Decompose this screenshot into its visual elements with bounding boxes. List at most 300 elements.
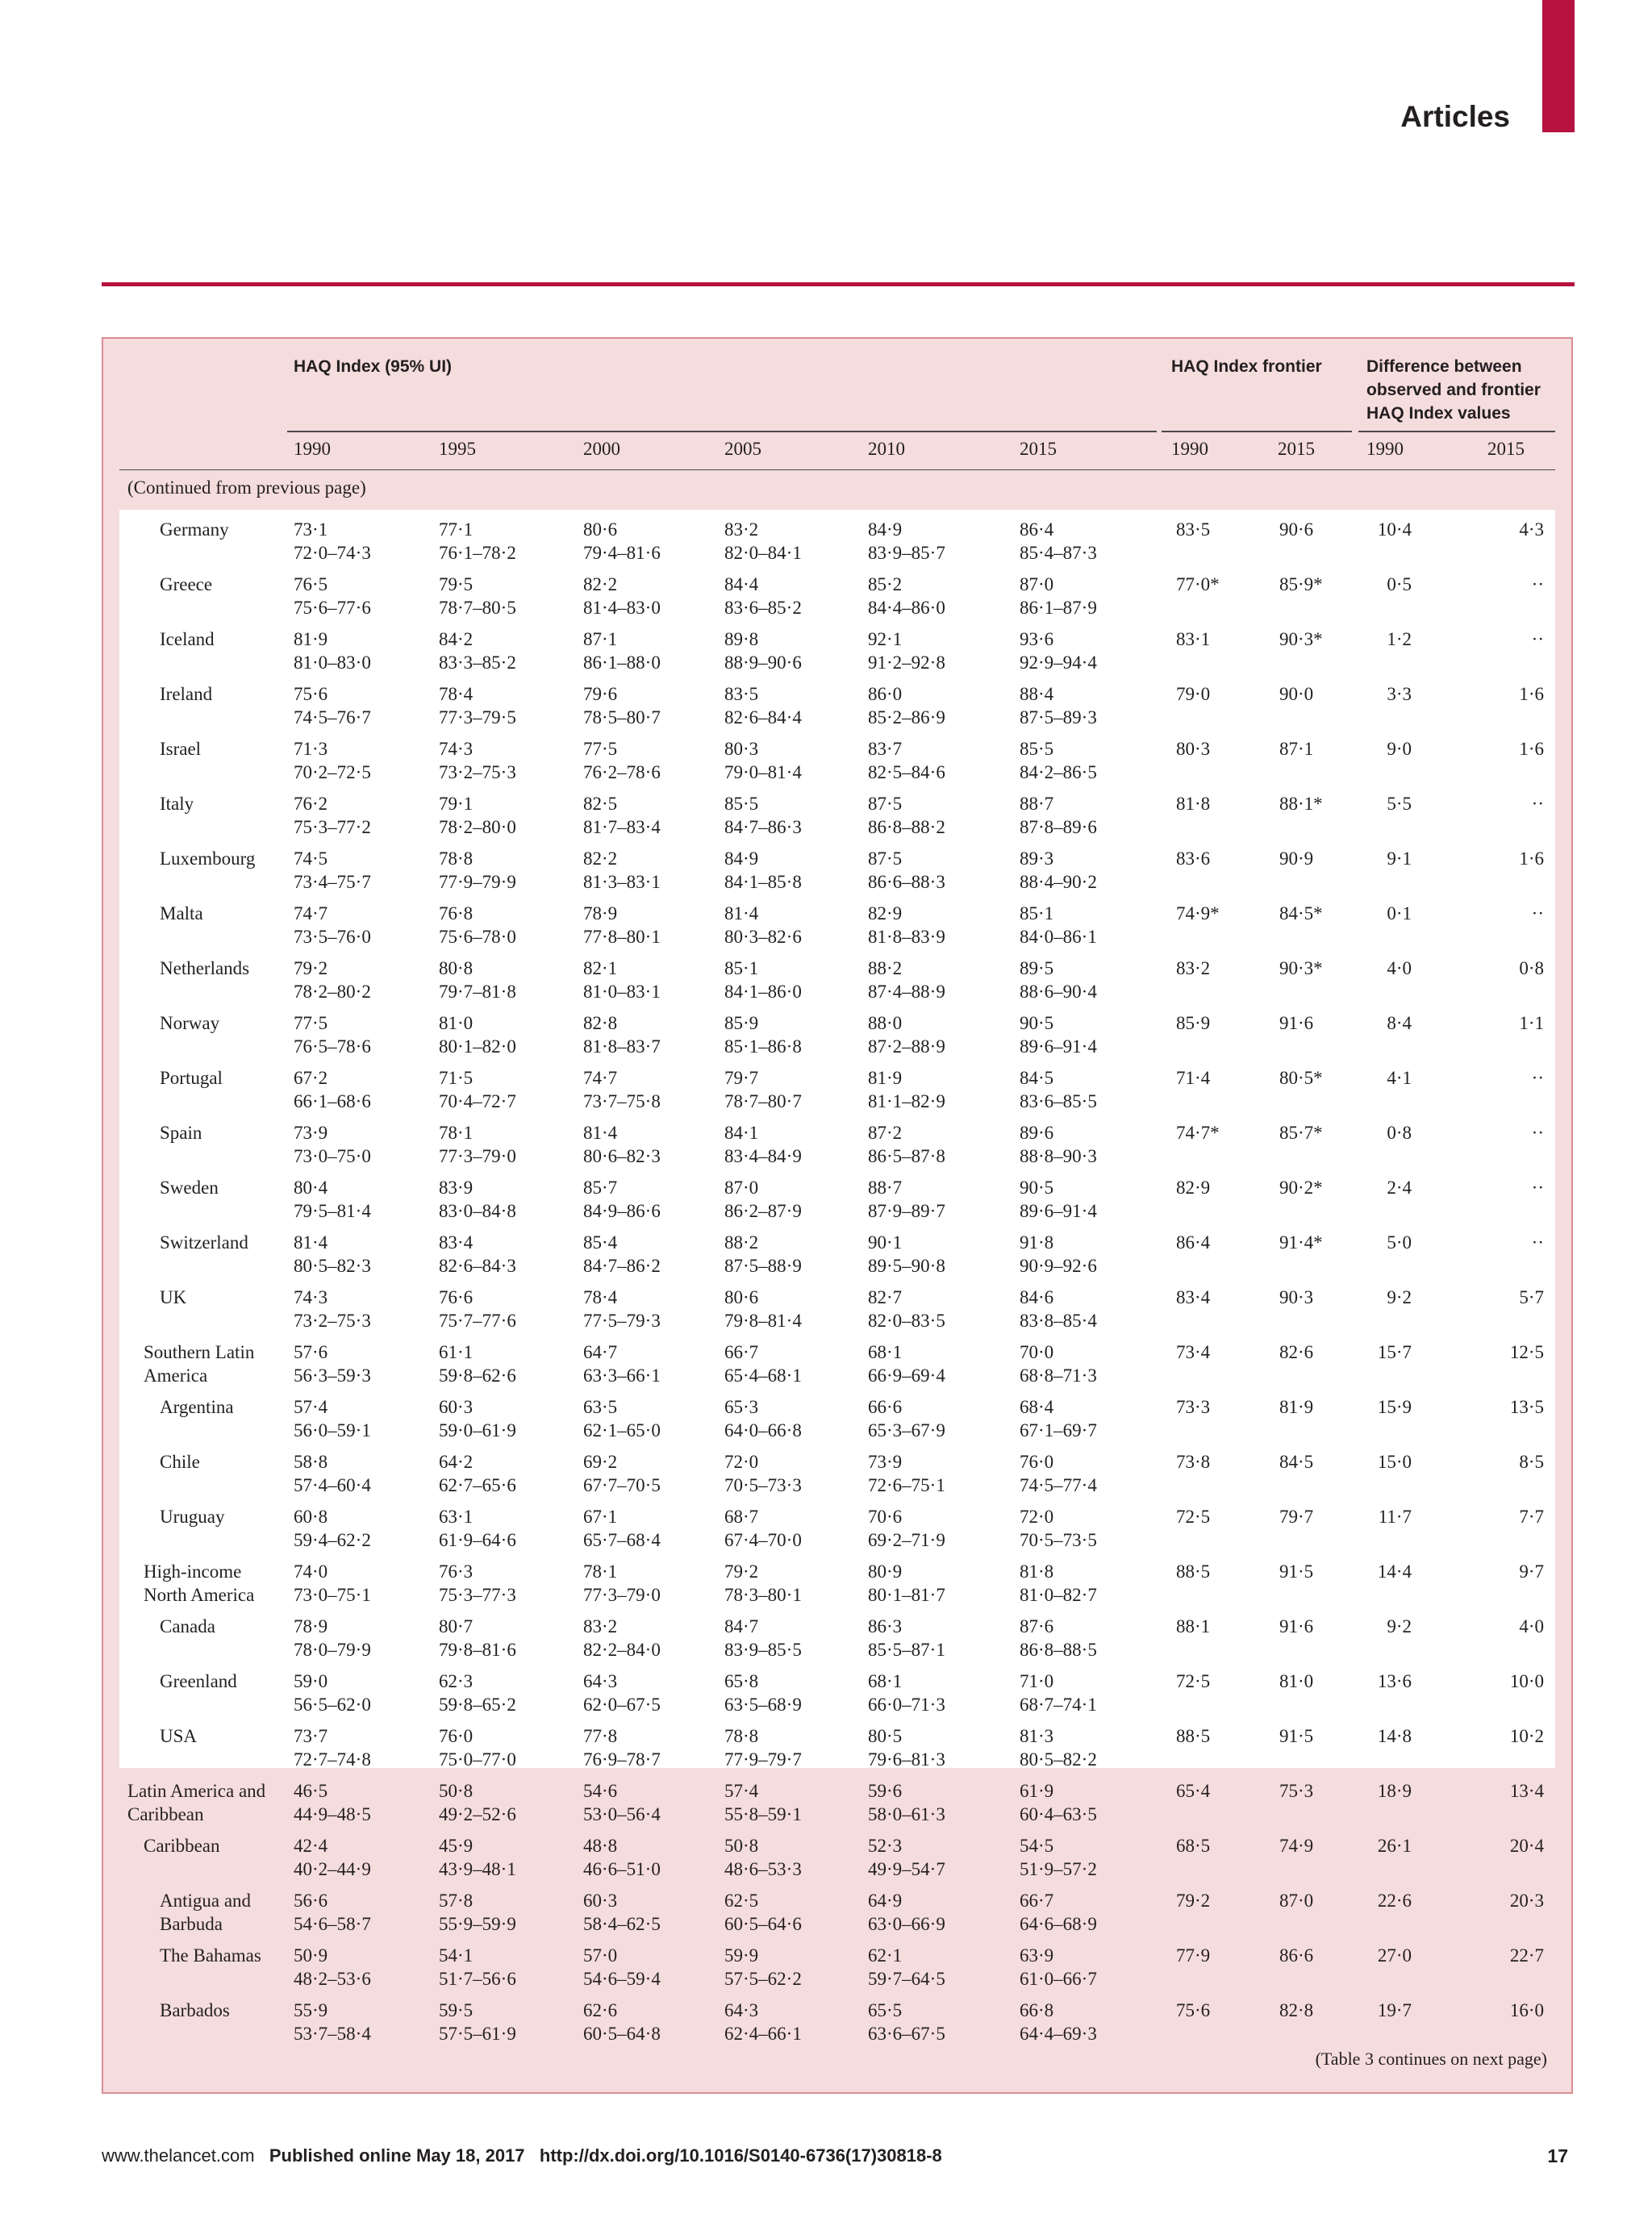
frontier-value: 65·4 — [1176, 1781, 1211, 1801]
haq-uncertainty-interval: 66·0–71·3 — [868, 1695, 945, 1715]
haq-estimate: 56·6 — [294, 1891, 328, 1911]
haq-estimate: 70·0 — [1020, 1342, 1054, 1362]
haq-estimate: 61·9 — [1020, 1781, 1054, 1801]
haq-value-cell — [294, 902, 371, 948]
haq-uncertainty-interval: 46·6–51·0 — [583, 1859, 661, 1879]
haq-value-cell — [294, 1670, 371, 1716]
haq-uncertainty-interval: 58·4–62·5 — [583, 1914, 661, 1934]
haq-estimate: 81·9 — [868, 1068, 903, 1088]
haq-value-cell — [724, 1560, 802, 1607]
group-header-difference: Difference between observed and frontier HAQ Index values — [1366, 357, 1541, 423]
haq-estimate: 74·7 — [583, 1068, 618, 1088]
frontier-value: 85·7* — [1279, 1123, 1323, 1143]
haq-estimate: 71·3 — [294, 739, 328, 759]
haq-estimate: 74·7 — [294, 903, 328, 923]
haq-value-cell — [294, 1944, 371, 1991]
haq-uncertainty-interval: 87·8–89·6 — [1020, 817, 1097, 837]
haq-value-cell — [294, 1286, 371, 1332]
haq-value-cell — [439, 1670, 516, 1716]
haq-value-cell — [583, 1505, 661, 1552]
difference-value: 8·5 — [1519, 1452, 1544, 1472]
haq-estimate: 83·2 — [583, 1616, 618, 1636]
haq-estimate: 63·5 — [583, 1397, 618, 1417]
haq-uncertainty-interval: 60·5–64·8 — [583, 2024, 661, 2044]
haq-value-cell — [294, 573, 371, 619]
frontier-value: 91·5 — [1279, 1561, 1314, 1582]
haq-value-cell — [1020, 1560, 1097, 1607]
haq-estimate: 83·5 — [724, 684, 759, 704]
haq-estimate: 81·4 — [724, 903, 759, 923]
haq-value-cell — [1020, 1670, 1097, 1716]
haq-uncertainty-interval: 84·1–85·8 — [724, 872, 802, 892]
haq-uncertainty-interval: 82·6–84·4 — [724, 707, 802, 728]
haq-value-cell — [1020, 1999, 1097, 2045]
haq-uncertainty-interval: 79·5–81·4 — [294, 1201, 371, 1221]
location-name: Luxembourg — [160, 848, 256, 869]
haq-estimate: 78·1 — [583, 1561, 618, 1582]
haq-estimate: 80·6 — [583, 519, 618, 540]
haq-value-cell — [1020, 1176, 1097, 1223]
haq-value-cell — [583, 1011, 661, 1058]
haq-uncertainty-interval: 81·4–83·0 — [583, 598, 661, 618]
table-row — [103, 729, 1571, 784]
difference-value: ·· — [1531, 629, 1544, 649]
haq-uncertainty-interval: 85·2–86·9 — [868, 707, 945, 728]
haq-estimate: 84·6 — [1020, 1287, 1054, 1307]
haq-value-cell — [868, 573, 945, 619]
frontier-value: 83·4 — [1176, 1287, 1211, 1307]
haq-value-cell — [724, 1724, 802, 1771]
frontier-value: 90·3* — [1279, 629, 1323, 649]
frontier-value: 77·9 — [1176, 1945, 1211, 1966]
haq-value-cell — [868, 957, 945, 1003]
haq-value-cell — [439, 1724, 516, 1771]
haq-value-cell — [724, 847, 802, 894]
haq-uncertainty-interval: 76·2–78·6 — [583, 762, 661, 782]
haq-value-cell — [1020, 1779, 1097, 1826]
haq-uncertainty-interval: 73·2–75·3 — [294, 1311, 371, 1331]
haq-uncertainty-interval: 83·8–85·4 — [1020, 1311, 1097, 1331]
haq-uncertainty-interval: 77·9–79·7 — [724, 1749, 802, 1770]
haq-estimate: 79·5 — [439, 574, 473, 594]
haq-estimate: 57·6 — [294, 1342, 328, 1362]
table-row — [103, 1607, 1571, 1661]
haq-estimate: 76·8 — [439, 903, 473, 923]
frontier-value: 82·8 — [1279, 2000, 1314, 2020]
difference-value: ·· — [1531, 1123, 1544, 1143]
haq-uncertainty-interval: 79·7–81·8 — [439, 982, 516, 1002]
haq-estimate: 81·4 — [294, 1232, 328, 1253]
frontier-value: 87·1 — [1279, 739, 1314, 759]
haq-estimate: 60·3 — [583, 1891, 618, 1911]
haq-estimate: 50·9 — [294, 1945, 328, 1966]
haq-estimate: 42·4 — [294, 1836, 328, 1856]
haq-uncertainty-interval: 80·6–82·3 — [583, 1146, 661, 1166]
difference-value: ·· — [1531, 1068, 1544, 1088]
haq-value-cell — [724, 1011, 802, 1058]
journal-website[interactable]: www.thelancet.com — [102, 2145, 255, 2166]
haq-value-cell — [583, 1231, 661, 1278]
haq-group-rule — [287, 431, 1157, 432]
difference-value: 7·7 — [1519, 1507, 1544, 1527]
location-name: Israel — [160, 739, 202, 759]
year-header: 1995 — [439, 439, 476, 459]
haq-uncertainty-interval: 77·9–79·9 — [439, 872, 516, 892]
haq-value-cell — [868, 1066, 945, 1113]
haq-uncertainty-interval: 88·4–90·2 — [1020, 872, 1097, 892]
haq-estimate: 85·1 — [724, 958, 759, 978]
haq-uncertainty-interval: 83·9–85·7 — [868, 543, 945, 563]
haq-value-cell — [724, 1121, 802, 1168]
haq-value-cell — [583, 737, 661, 784]
haq-value-cell — [583, 1395, 661, 1442]
haq-value-cell — [868, 792, 945, 839]
haq-estimate: 90·5 — [1020, 1013, 1054, 1033]
haq-uncertainty-interval: 43·9–48·1 — [439, 1859, 516, 1879]
haq-value-cell — [583, 1779, 661, 1826]
haq-estimate: 78·8 — [439, 848, 473, 869]
frontier-value: 82·6 — [1279, 1342, 1314, 1362]
haq-uncertainty-interval: 81·7–83·4 — [583, 817, 661, 837]
haq-estimate: 73·9 — [868, 1452, 903, 1472]
haq-estimate: 79·2 — [294, 958, 328, 978]
haq-estimate: 77·5 — [294, 1013, 328, 1033]
haq-value-cell — [868, 518, 945, 565]
haq-value-cell — [294, 1450, 371, 1497]
difference-value: 26·1 — [1377, 1836, 1412, 1856]
haq-uncertainty-interval: 76·1–78·2 — [439, 543, 516, 563]
haq-estimate: 80·7 — [439, 1616, 473, 1636]
haq-estimate: 68·4 — [1020, 1397, 1054, 1417]
frontier-value: 75·6 — [1176, 2000, 1211, 2020]
haq-value-cell — [1020, 1834, 1097, 1881]
haq-uncertainty-interval: 86·1–87·9 — [1020, 598, 1097, 618]
page-footer — [102, 2145, 942, 2166]
haq-estimate: 55·9 — [294, 2000, 328, 2020]
difference-group-rule — [1358, 431, 1555, 432]
location-name: The Bahamas — [160, 1945, 261, 1966]
haq-estimate: 48·8 — [583, 1836, 618, 1856]
haq-value-cell — [294, 1779, 371, 1826]
frontier-value: 88·1* — [1279, 794, 1323, 814]
haq-value-cell — [1020, 1944, 1097, 1991]
frontier-value: 81·8 — [1176, 794, 1211, 814]
frontier-value: 91·6 — [1279, 1013, 1314, 1033]
haq-estimate: 76·2 — [294, 794, 328, 814]
haq-estimate: 59·9 — [724, 1945, 759, 1966]
haq-estimate: 78·4 — [439, 684, 473, 704]
frontier-value: 80·3 — [1176, 739, 1211, 759]
haq-estimate: 50·8 — [439, 1781, 473, 1801]
location-name: Netherlands — [160, 958, 250, 978]
doi-link[interactable]: http://dx.doi.org/10.1016/S0140-6736(17)30818-8 — [539, 2145, 942, 2166]
haq-value-cell — [294, 1834, 371, 1881]
haq-estimate: 72·0 — [724, 1452, 759, 1472]
haq-uncertainty-interval: 62·4–66·1 — [724, 2024, 802, 2044]
page-number: 17 — [1547, 2145, 1568, 2166]
haq-value-cell — [868, 1889, 945, 1936]
table-row — [103, 1716, 1571, 1771]
difference-value: 10·0 — [1509, 1671, 1544, 1691]
haq-estimate: 89·8 — [724, 629, 759, 649]
haq-value-cell — [868, 847, 945, 894]
haq-uncertainty-interval: 92·9–94·4 — [1020, 652, 1097, 673]
haq-uncertainty-interval: 66·1–68·6 — [294, 1091, 371, 1111]
haq-value-cell — [294, 957, 371, 1003]
haq-uncertainty-interval: 77·3–79·0 — [439, 1146, 516, 1166]
location-name: Caribbean — [144, 1836, 220, 1856]
haq-value-cell — [439, 792, 516, 839]
haq-estimate: 85·5 — [1020, 739, 1054, 759]
haq-value-cell — [439, 1231, 516, 1278]
haq-uncertainty-interval: 62·1–65·0 — [583, 1420, 661, 1440]
difference-value: 5·0 — [1387, 1232, 1412, 1253]
haq-value-cell — [439, 1944, 516, 1991]
haq-uncertainty-interval: 59·8–65·2 — [439, 1695, 516, 1715]
frontier-value: 88·1 — [1176, 1616, 1211, 1636]
haq-uncertainty-interval: 56·0–59·1 — [294, 1420, 371, 1440]
haq-value-cell — [439, 737, 516, 784]
haq-value-cell — [1020, 737, 1097, 784]
haq-value-cell — [724, 1231, 802, 1278]
haq-uncertainty-interval: 57·4–60·4 — [294, 1475, 371, 1495]
location-name: Canada — [160, 1616, 215, 1636]
haq-uncertainty-interval: 59·4–62·2 — [294, 1530, 371, 1550]
difference-value: 15·0 — [1377, 1452, 1412, 1472]
haq-value-cell — [583, 1121, 661, 1168]
haq-value-cell — [294, 737, 371, 784]
difference-value: 22·7 — [1509, 1945, 1544, 1966]
haq-value-cell — [1020, 1231, 1097, 1278]
haq-estimate: 67·1 — [583, 1507, 618, 1527]
haq-uncertainty-interval: 49·9–54·7 — [868, 1859, 945, 1879]
frontier-value: 90·9 — [1279, 848, 1314, 869]
location-name: Latin America and Caribbean — [127, 1781, 266, 1824]
location-name: Chile — [160, 1452, 200, 1472]
haq-uncertainty-interval: 86·8–88·2 — [868, 817, 945, 837]
haq-value-cell — [724, 518, 802, 565]
haq-estimate: 86·3 — [868, 1616, 903, 1636]
haq-value-cell — [439, 1779, 516, 1826]
haq-estimate: 45·9 — [439, 1836, 473, 1856]
haq-value-cell — [724, 573, 802, 619]
haq-value-cell — [724, 1066, 802, 1113]
haq-value-cell — [583, 957, 661, 1003]
haq-uncertainty-interval: 86·2–87·9 — [724, 1201, 802, 1221]
haq-estimate: 89·5 — [1020, 958, 1054, 978]
haq-value-cell — [439, 1999, 516, 2045]
haq-value-cell — [294, 627, 371, 674]
table-row — [103, 1003, 1571, 1058]
haq-estimate: 68·1 — [868, 1671, 903, 1691]
group-header-frontier: HAQ Index frontier — [1171, 357, 1322, 376]
frontier-value: 72·5 — [1176, 1671, 1211, 1691]
haq-estimate: 88·2 — [724, 1232, 759, 1253]
haq-value-cell — [868, 1340, 945, 1387]
haq-estimate: 89·3 — [1020, 848, 1054, 869]
haq-value-cell — [583, 1834, 661, 1881]
haq-value-cell — [724, 627, 802, 674]
difference-value: 10·2 — [1509, 1726, 1544, 1746]
haq-uncertainty-interval: 77·3–79·0 — [583, 1585, 661, 1605]
haq-estimate: 63·9 — [1020, 1945, 1054, 1966]
haq-estimate: 86·4 — [1020, 519, 1054, 540]
haq-estimate: 76·0 — [1020, 1452, 1054, 1472]
haq-uncertainty-interval: 78·3–80·1 — [724, 1585, 802, 1605]
haq-estimate: 79·1 — [439, 794, 473, 814]
haq-uncertainty-interval: 81·8–83·9 — [868, 927, 945, 947]
haq-uncertainty-interval: 78·7–80·5 — [439, 598, 516, 618]
haq-estimate: 62·5 — [724, 1891, 759, 1911]
haq-estimate: 88·2 — [868, 958, 903, 978]
haq-uncertainty-interval: 51·9–57·2 — [1020, 1859, 1097, 1879]
table-row — [103, 1497, 1571, 1552]
frontier-year-header: 2015 — [1278, 439, 1315, 459]
haq-value-cell — [583, 1340, 661, 1387]
haq-estimate: 81·4 — [583, 1123, 618, 1143]
haq-uncertainty-interval: 79·4–81·6 — [583, 543, 661, 563]
haq-uncertainty-interval: 64·4–69·3 — [1020, 2024, 1097, 2044]
haq-value-cell — [294, 1066, 371, 1113]
difference-value: 4·0 — [1387, 958, 1412, 978]
haq-estimate: 88·0 — [868, 1013, 903, 1033]
haq-uncertainty-interval: 73·2–75·3 — [439, 762, 516, 782]
haq-estimate: 62·3 — [439, 1671, 473, 1691]
haq-uncertainty-interval: 62·0–67·5 — [583, 1695, 661, 1715]
haq-estimate: 64·3 — [724, 2000, 759, 2020]
haq-uncertainty-interval: 77·5–79·3 — [583, 1311, 661, 1331]
difference-value: 0·8 — [1519, 958, 1544, 978]
table-row — [103, 784, 1571, 839]
haq-estimate: 79·2 — [724, 1561, 759, 1582]
haq-uncertainty-interval: 85·4–87·3 — [1020, 543, 1097, 563]
haq-value-cell — [583, 1615, 661, 1661]
haq-value-cell — [1020, 1286, 1097, 1332]
location-name: Iceland — [160, 629, 215, 649]
haq-estimate: 54·6 — [583, 1781, 618, 1801]
haq-uncertainty-interval: 89·6–91·4 — [1020, 1036, 1097, 1057]
haq-estimate: 78·9 — [294, 1616, 328, 1636]
haq-uncertainty-interval: 90·9–92·6 — [1020, 1256, 1097, 1276]
haq-value-cell — [294, 847, 371, 894]
haq-value-cell — [868, 682, 945, 729]
difference-value: 1·2 — [1387, 629, 1412, 649]
table-row — [103, 1058, 1571, 1113]
haq-value-cell — [583, 1176, 661, 1223]
difference-value: 0·8 — [1387, 1123, 1412, 1143]
haq-value-cell — [583, 1670, 661, 1716]
haq-value-cell — [1020, 902, 1097, 948]
haq-value-cell — [1020, 1889, 1097, 1936]
haq-uncertainty-interval: 56·5–62·0 — [294, 1695, 371, 1715]
haq-value-cell — [724, 792, 802, 839]
frontier-value: 91·6 — [1279, 1616, 1314, 1636]
haq-estimate: 79·6 — [583, 684, 618, 704]
haq-value-cell — [1020, 1340, 1097, 1387]
haq-estimate: 80·5 — [868, 1726, 903, 1746]
frontier-value: 83·1 — [1176, 629, 1211, 649]
haq-uncertainty-interval: 83·9–85·5 — [724, 1640, 802, 1660]
haq-value-cell — [1020, 1615, 1097, 1661]
haq-value-cell — [439, 1011, 516, 1058]
haq-uncertainty-interval: 88·6–90·4 — [1020, 982, 1097, 1002]
haq-estimate: 81·9 — [294, 629, 328, 649]
haq-estimate: 66·8 — [1020, 2000, 1054, 2020]
haq-uncertainty-interval: 72·0–74·3 — [294, 543, 371, 563]
haq-value-cell — [868, 1999, 945, 2045]
haq-uncertainty-interval: 81·0–82·7 — [1020, 1585, 1097, 1605]
haq-uncertainty-interval: 83·3–85·2 — [439, 652, 516, 673]
difference-value: 18·9 — [1377, 1781, 1412, 1801]
table-row — [103, 510, 1571, 565]
haq-value-cell — [1020, 957, 1097, 1003]
haq-value-cell — [868, 1779, 945, 1826]
location-name: USA — [160, 1726, 198, 1746]
haq-value-cell — [724, 737, 802, 784]
haq-uncertainty-interval: 81·0–83·0 — [294, 652, 371, 673]
haq-value-cell — [724, 1889, 802, 1936]
frontier-value: 73·8 — [1176, 1452, 1211, 1472]
location-name: Spain — [160, 1123, 202, 1143]
haq-uncertainty-interval: 87·2–88·9 — [868, 1036, 945, 1057]
frontier-value: 79·2 — [1176, 1891, 1211, 1911]
haq-value-cell — [294, 1724, 371, 1771]
haq-value-cell — [294, 1340, 371, 1387]
haq-uncertainty-interval: 67·4–70·0 — [724, 1530, 802, 1550]
haq-uncertainty-interval: 65·4–68·1 — [724, 1365, 802, 1386]
location-name: Ireland — [160, 684, 213, 704]
haq-uncertainty-interval: 78·7–80·7 — [724, 1091, 802, 1111]
haq-value-cell — [294, 1231, 371, 1278]
haq-uncertainty-interval: 87·5–89·3 — [1020, 707, 1097, 728]
haq-value-cell — [1020, 518, 1097, 565]
haq-value-cell — [583, 573, 661, 619]
haq-value-cell — [583, 1999, 661, 2045]
location-name: Switzerland — [160, 1232, 248, 1253]
haq-estimate: 90·5 — [1020, 1178, 1054, 1198]
haq-uncertainty-interval: 80·5–82·3 — [294, 1256, 371, 1276]
table-row — [103, 948, 1571, 1003]
difference-value: 5·5 — [1387, 794, 1412, 814]
haq-estimate: 84·4 — [724, 574, 759, 594]
haq-uncertainty-interval: 84·0–86·1 — [1020, 927, 1097, 947]
difference-value: 19·7 — [1377, 2000, 1412, 2020]
haq-uncertainty-interval: 74·5–77·4 — [1020, 1475, 1097, 1495]
difference-value: 16·0 — [1509, 2000, 1544, 2020]
haq-uncertainty-interval: 75·0–77·0 — [439, 1749, 516, 1770]
haq-estimate: 81·3 — [1020, 1726, 1054, 1746]
haq-value-cell — [868, 1450, 945, 1497]
location-name: Uruguay — [160, 1507, 225, 1527]
haq-value-cell — [439, 1560, 516, 1607]
haq-value-cell — [1020, 1724, 1097, 1771]
haq-value-cell — [1020, 792, 1097, 839]
haq-estimate: 80·9 — [868, 1561, 903, 1582]
haq-estimate: 78·9 — [583, 903, 618, 923]
haq-estimate: 70·6 — [868, 1507, 903, 1527]
frontier-value: 86·4 — [1176, 1232, 1211, 1253]
haq-uncertainty-interval: 75·6–78·0 — [439, 927, 516, 947]
haq-estimate: 82·5 — [583, 794, 618, 814]
haq-estimate: 76·3 — [439, 1561, 473, 1582]
difference-value: 22·6 — [1377, 1891, 1412, 1911]
haq-uncertainty-interval: 78·5–80·7 — [583, 707, 661, 728]
haq-value-cell — [583, 627, 661, 674]
difference-value: ·· — [1531, 903, 1544, 923]
table-row — [103, 1936, 1571, 1991]
haq-estimate: 57·8 — [439, 1891, 473, 1911]
haq-estimate: 84·9 — [724, 848, 759, 869]
